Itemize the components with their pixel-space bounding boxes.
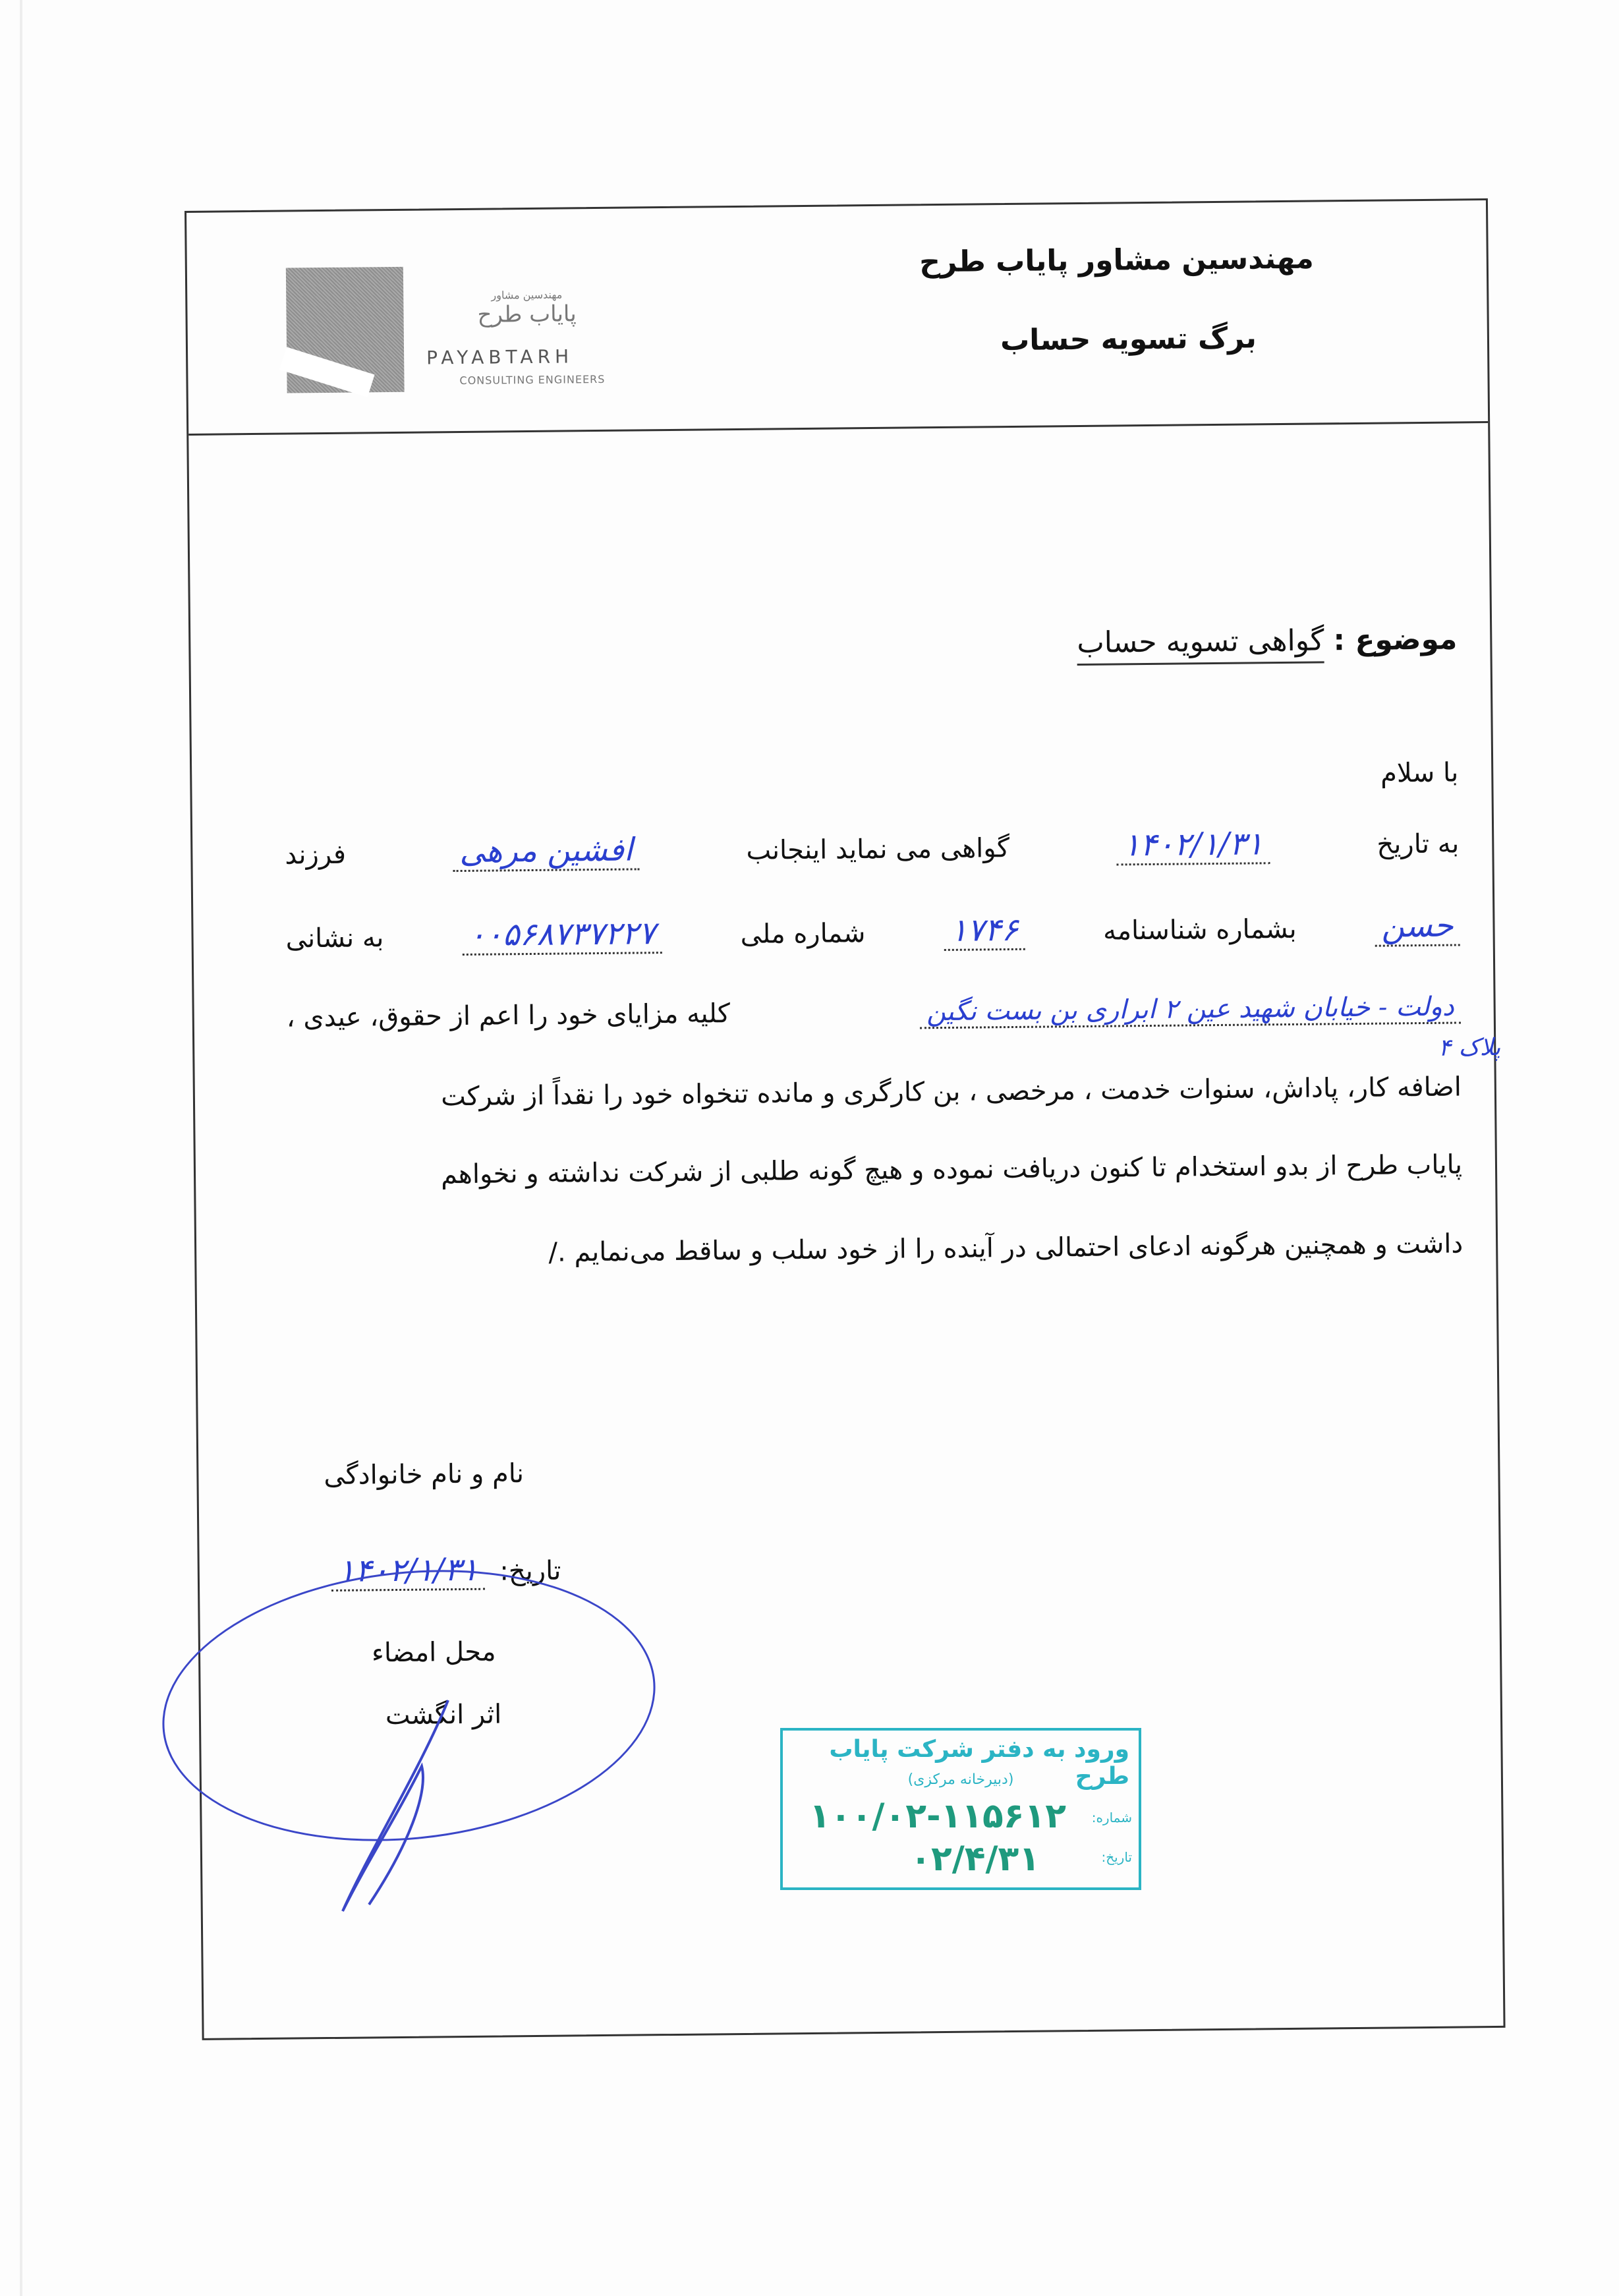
body-line-6: داشت و همچنین هرگونه ادعای احتمالی در آینده را از خود سلب و ساقط می‌نمایم ./ bbox=[548, 1228, 1463, 1268]
name-label: نام و نام خانوادگی bbox=[324, 1458, 525, 1491]
handwritten-address-extra: پلاک ۴ bbox=[1438, 1033, 1501, 1062]
handwritten-id-number: ۱۷۴۶ bbox=[944, 911, 1025, 951]
handwritten-national-id: ۰۰۵۶۸۷۳۷۲۲۷ bbox=[462, 915, 662, 956]
body-line-1: به تاریخ ۱۴۰۲/۱/۳۱ گواهی می نماید اینجانب افشین مرهی فرزند bbox=[285, 823, 1459, 873]
greeting: با سلام bbox=[1380, 757, 1459, 789]
body-line-2: حسن بشماره شناسنامه ۱۷۴۶ شماره ملی ۰۰۵۶۸۷۳۷۲۲۷ به نشانی bbox=[285, 907, 1460, 957]
scan-edge bbox=[20, 0, 22, 2296]
logo-mark bbox=[286, 267, 405, 393]
registry-stamp: ورود به دفتر شرکت پایاب طرح (دبیرخانه مرکزی) شماره: ۱۰۰/۰۲-۱۱۵۶۱۲ تاریخ: ۰۲/۴/۳۱ bbox=[780, 1728, 1141, 1890]
fingerprint-label: اثر انگشت bbox=[385, 1699, 502, 1731]
body-line-3: دولت - خیابان شهید عین ۲ ابراری بن بست نگین کلیه مزایای خود را اعم از حقوق، عیدی ، bbox=[287, 991, 1461, 1035]
subject: موضوع : گواهی تسویه حساب bbox=[1077, 622, 1457, 660]
handwritten-name: افشین مرهی bbox=[453, 831, 639, 872]
body-line-4: اضافه کار، پاداش، سنوات خدمت ، مرخصی ، بن کارگری و مانده تنخواه خود را نقداً از شرکت bbox=[440, 1072, 1462, 1112]
signature-label: محل امضاء bbox=[371, 1636, 496, 1669]
form-title: برگ تسویه حساب bbox=[1000, 321, 1257, 358]
header-divider bbox=[188, 421, 1488, 436]
company-logo: مهندسین مشاور پایاب طرح PAYABTARH CONSULTING ENGINEERS bbox=[286, 264, 663, 399]
signature-stroke bbox=[329, 1687, 461, 1924]
company-name: مهندسین مشاور پایاب طرح bbox=[919, 241, 1315, 279]
date-field: تاریخ: ۱۴۰۲/۱/۳۱ bbox=[331, 1551, 561, 1590]
stamp-date: ۰۲/۴/۳۱ bbox=[910, 1839, 1040, 1879]
handwritten-address: دولت - خیابان شهید عین ۲ ابراری بن بست نگین bbox=[920, 991, 1461, 1029]
stamp-number: ۱۰۰/۰۲-۱۱۵۶۱۲ bbox=[809, 1796, 1066, 1836]
handwritten-father: حسن bbox=[1375, 907, 1460, 946]
body-line-5: پایاب طرح از بدو استخدام تا کنون دریافت نموده و هیچ گونه طلبی از شرکت نداشته و نخواهم bbox=[440, 1149, 1463, 1190]
handwritten-footer-date: ۱۴۰۲/۱/۳۱ bbox=[331, 1551, 485, 1592]
handwritten-date: ۱۴۰۲/۱/۳۱ bbox=[1116, 825, 1270, 865]
